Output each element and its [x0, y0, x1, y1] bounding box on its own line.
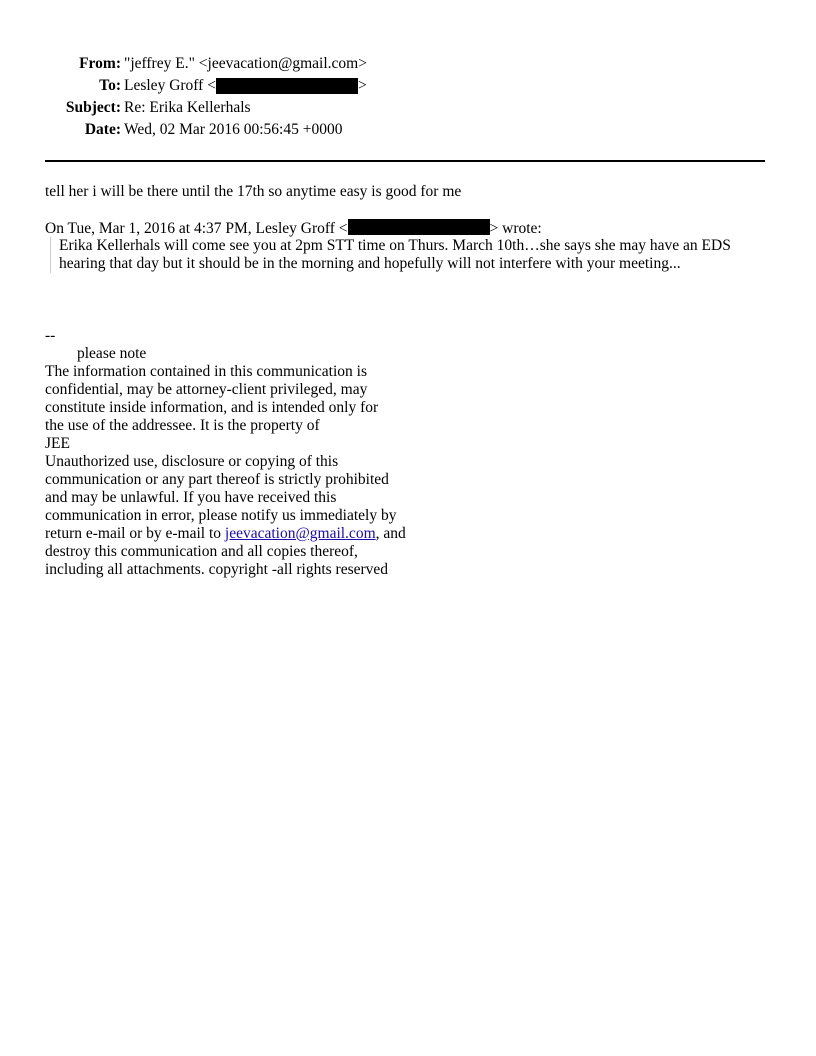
link-line-suffix: , and	[375, 525, 406, 542]
from-row	[45, 53, 367, 75]
signature-line: the use of the addressee. It is the property of	[45, 417, 320, 434]
from-label: From:	[79, 55, 121, 72]
to-label: To:	[99, 77, 121, 94]
from-value: "jeffrey E." <jeevacation@gmail.com>	[124, 55, 367, 72]
quote-attribution-suffix: > wrote:	[489, 220, 542, 237]
signature-line: please note	[77, 345, 147, 362]
to-value-suffix: >	[357, 77, 367, 94]
to-value-prefix: Lesley Groff <	[124, 77, 216, 94]
subject-row	[45, 97, 367, 119]
signature-line: The information contained in this communication is	[45, 363, 367, 380]
signature-block	[45, 327, 406, 579]
signature-link-line	[45, 525, 406, 543]
redaction-box	[216, 78, 358, 94]
signature-line: constitute inside information, and is intended only for	[45, 399, 379, 416]
signature-line: communication in error, please notify us immediately by	[45, 507, 397, 524]
email-link[interactable]: jeevacation@gmail.com	[224, 525, 376, 542]
signature-separator: --	[45, 327, 56, 344]
to-row	[45, 75, 367, 97]
signature-line: JEE	[45, 435, 70, 452]
signature-line: and may be unlawful. If you have received this	[45, 489, 337, 506]
date-label: Date:	[84, 121, 121, 138]
quoted-text: Erika Kellerhals will come see you at 2pm STT time on Thurs. March 10th…she says she may have an EDS hearing that day but it should be in the morning and hopefully will not interfere with your meeting...	[59, 237, 731, 272]
quote-attribution-prefix: On Tue, Mar 1, 2016 at 4:37 PM, Lesley Groff <	[45, 220, 348, 237]
subject-label: Subject:	[65, 99, 121, 116]
link-line-prefix: return e-mail or by e-mail to	[45, 525, 225, 542]
signature-line: destroy this communication and all copies thereof,	[45, 543, 358, 560]
header-divider	[45, 160, 765, 162]
date-row	[45, 119, 367, 141]
redaction-box	[348, 219, 490, 235]
reply-text: tell her i will be there until the 17th so anytime easy is good for me	[45, 183, 462, 200]
signature-line: communication or any part thereof is strictly prohibited	[45, 471, 389, 488]
quoted-message	[50, 237, 769, 273]
date-value: Wed, 02 Mar 2016 00:56:45 +0000	[124, 121, 343, 138]
quote-attribution	[45, 219, 542, 238]
signature-line: Unauthorized use, disclosure or copying of this	[45, 453, 339, 470]
email-header	[45, 53, 367, 141]
signature-line: confidential, may be attorney-client privileged, may	[45, 381, 368, 398]
subject-value: Re: Erika Kellerhals	[124, 99, 251, 116]
signature-line: including all attachments. copyright -all rights reserved	[45, 561, 389, 578]
